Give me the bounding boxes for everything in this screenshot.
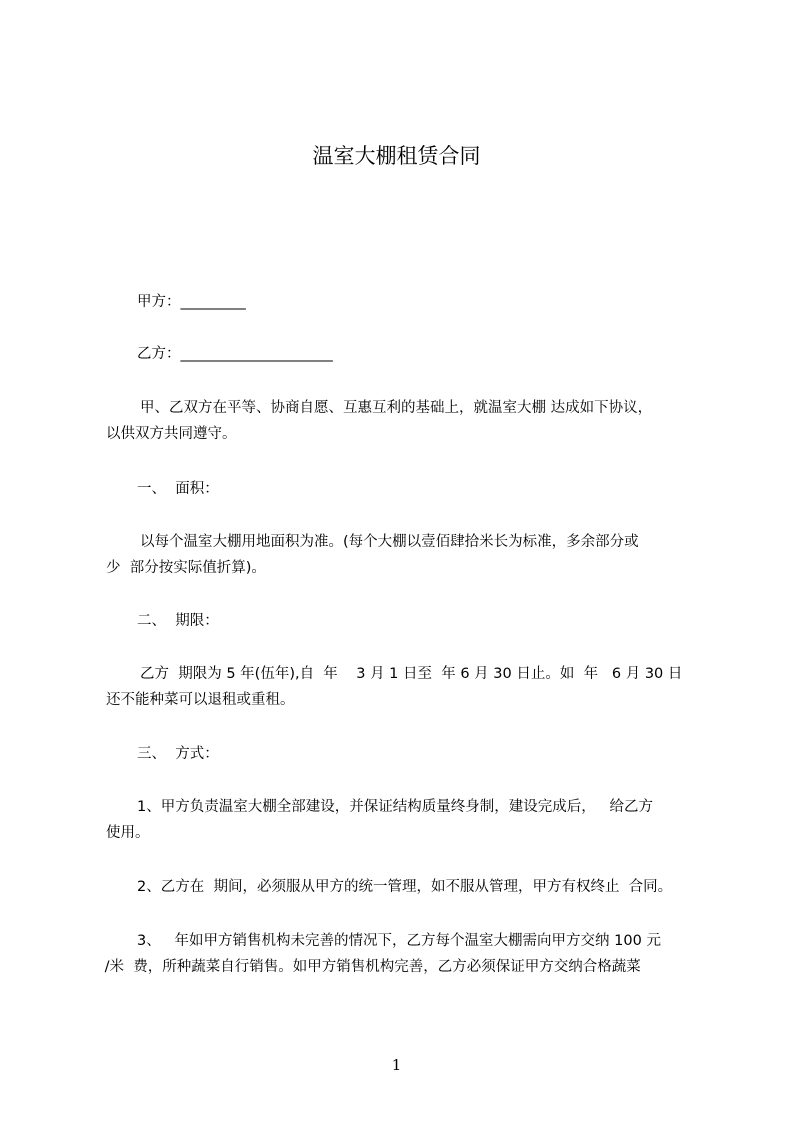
intro-line-2: 以供双方共同遵守。 [106,426,237,442]
section-2-heading: 二、 期限： [137,613,219,629]
section-1-line-1: 以每个温室大棚用地面积为准。(每个大棚以壹佰肆拾米长为标准，多余部分或 [140,534,639,550]
item-2-line-1: 2、乙方在 期间，必须服从甲方的统一管理，如不服从管理，甲方有权终止 合同。 [137,879,673,895]
item-1-line-2: 使用。 [106,825,150,841]
section-2-line-2: 还不能种菜可以退租或重租。 [106,692,295,708]
section-1-line-2: 少 部分按实际值折算)。 [106,560,266,576]
party-b-line: 乙方：_____________________ [137,346,333,362]
section-2-line-1: 乙方 期限为 5 年(伍年),自 年 3 月 1 日至 年 6 月 30 日止。如 年 6 月 30 日 [140,666,683,682]
item-3-line-2: /米 费，所种蔬菜自行销售。如甲方销售机构完善，乙方必须保证甲方交纳合格蔬菜 [100,959,641,975]
intro-line-1: 甲、乙双方在平等、协商自愿、互惠互利的基础上，就温室大棚 达成如下协议， [140,400,653,416]
party-a-line: 甲方：_________ [137,294,246,310]
section-3-heading: 三、 方式： [137,746,219,762]
item-3-line-1: 3、 年如甲方销售机构未完善的情况下，乙方每个温室大棚需向甲方交纳 100 元 [137,933,661,949]
page-number: 1 [391,1056,402,1074]
document-title: 温室大棚租赁合同 [312,144,481,168]
item-1-line-1: 1、甲方负责温室大棚全部建设，并保证结构质量终身制，建设完成后， 给乙方 [137,799,654,815]
section-1-heading: 一、 面积： [137,481,219,497]
